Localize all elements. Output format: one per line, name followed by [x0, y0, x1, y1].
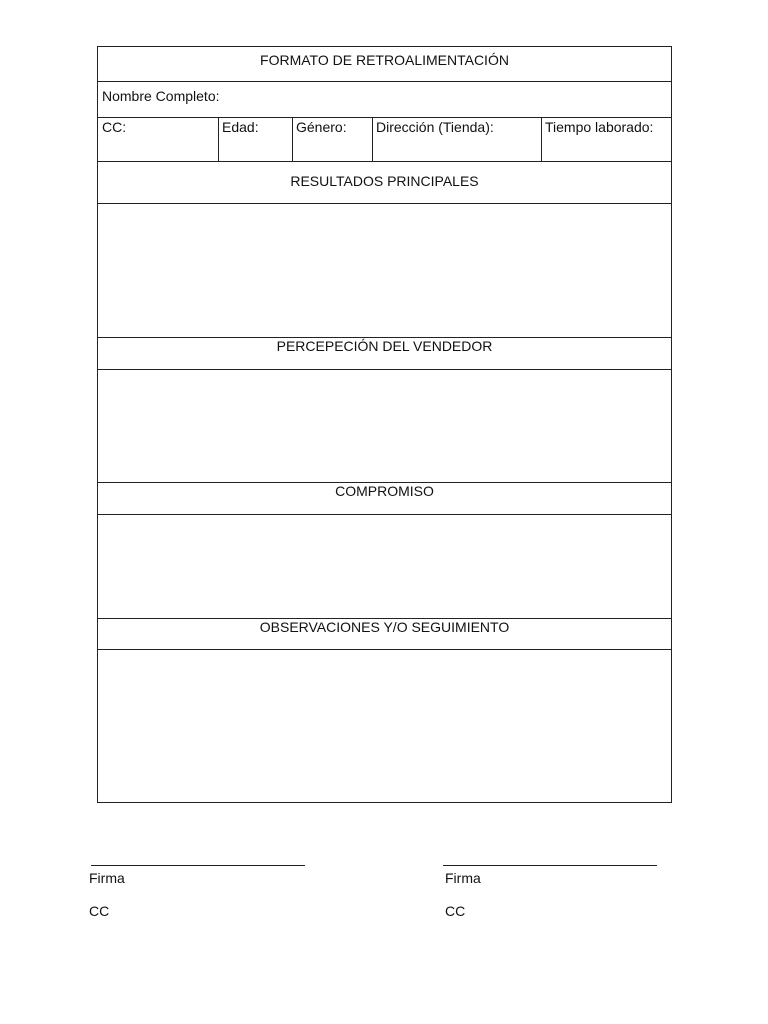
divider: [98, 161, 671, 162]
observations-area[interactable]: [98, 650, 671, 802]
commitment-area[interactable]: [98, 515, 671, 618]
seller-perception-area[interactable]: [98, 370, 671, 482]
signature-cc-left: CC: [89, 903, 110, 919]
form-title: FORMATO DE RETROALIMENTACIÓN: [260, 52, 509, 68]
address-field[interactable]: Dirección (Tienda):: [376, 119, 494, 135]
signature-line-left[interactable]: [91, 865, 305, 866]
full-name-row[interactable]: [98, 81, 671, 117]
main-results-area[interactable]: [98, 204, 671, 336]
gender-field[interactable]: Género:: [296, 119, 347, 135]
seller-perception-heading: PERCEPECIÓN DEL VENDEDOR: [276, 338, 493, 354]
feedback-form: [97, 46, 672, 803]
time-worked-field[interactable]: Tiempo laborado:: [545, 119, 654, 135]
cc-field[interactable]: CC:: [102, 119, 127, 135]
signature-label-right: Firma: [445, 870, 481, 886]
main-results-heading: RESULTADOS PRINCIPALES: [290, 173, 479, 189]
info-fields-row: [98, 117, 671, 161]
signature-label-left: Firma: [89, 870, 125, 886]
commitment-heading: COMPROMISO: [335, 483, 434, 499]
signature-line-right[interactable]: [443, 865, 657, 866]
full-name-label: Nombre Completo:: [102, 88, 220, 104]
signature-cc-right: CC: [445, 903, 466, 919]
age-field[interactable]: Edad:: [222, 119, 259, 135]
observations-heading: OBSERVACIONES Y/O SEGUIMIENTO: [259, 619, 510, 635]
form-title-row: [98, 47, 671, 81]
